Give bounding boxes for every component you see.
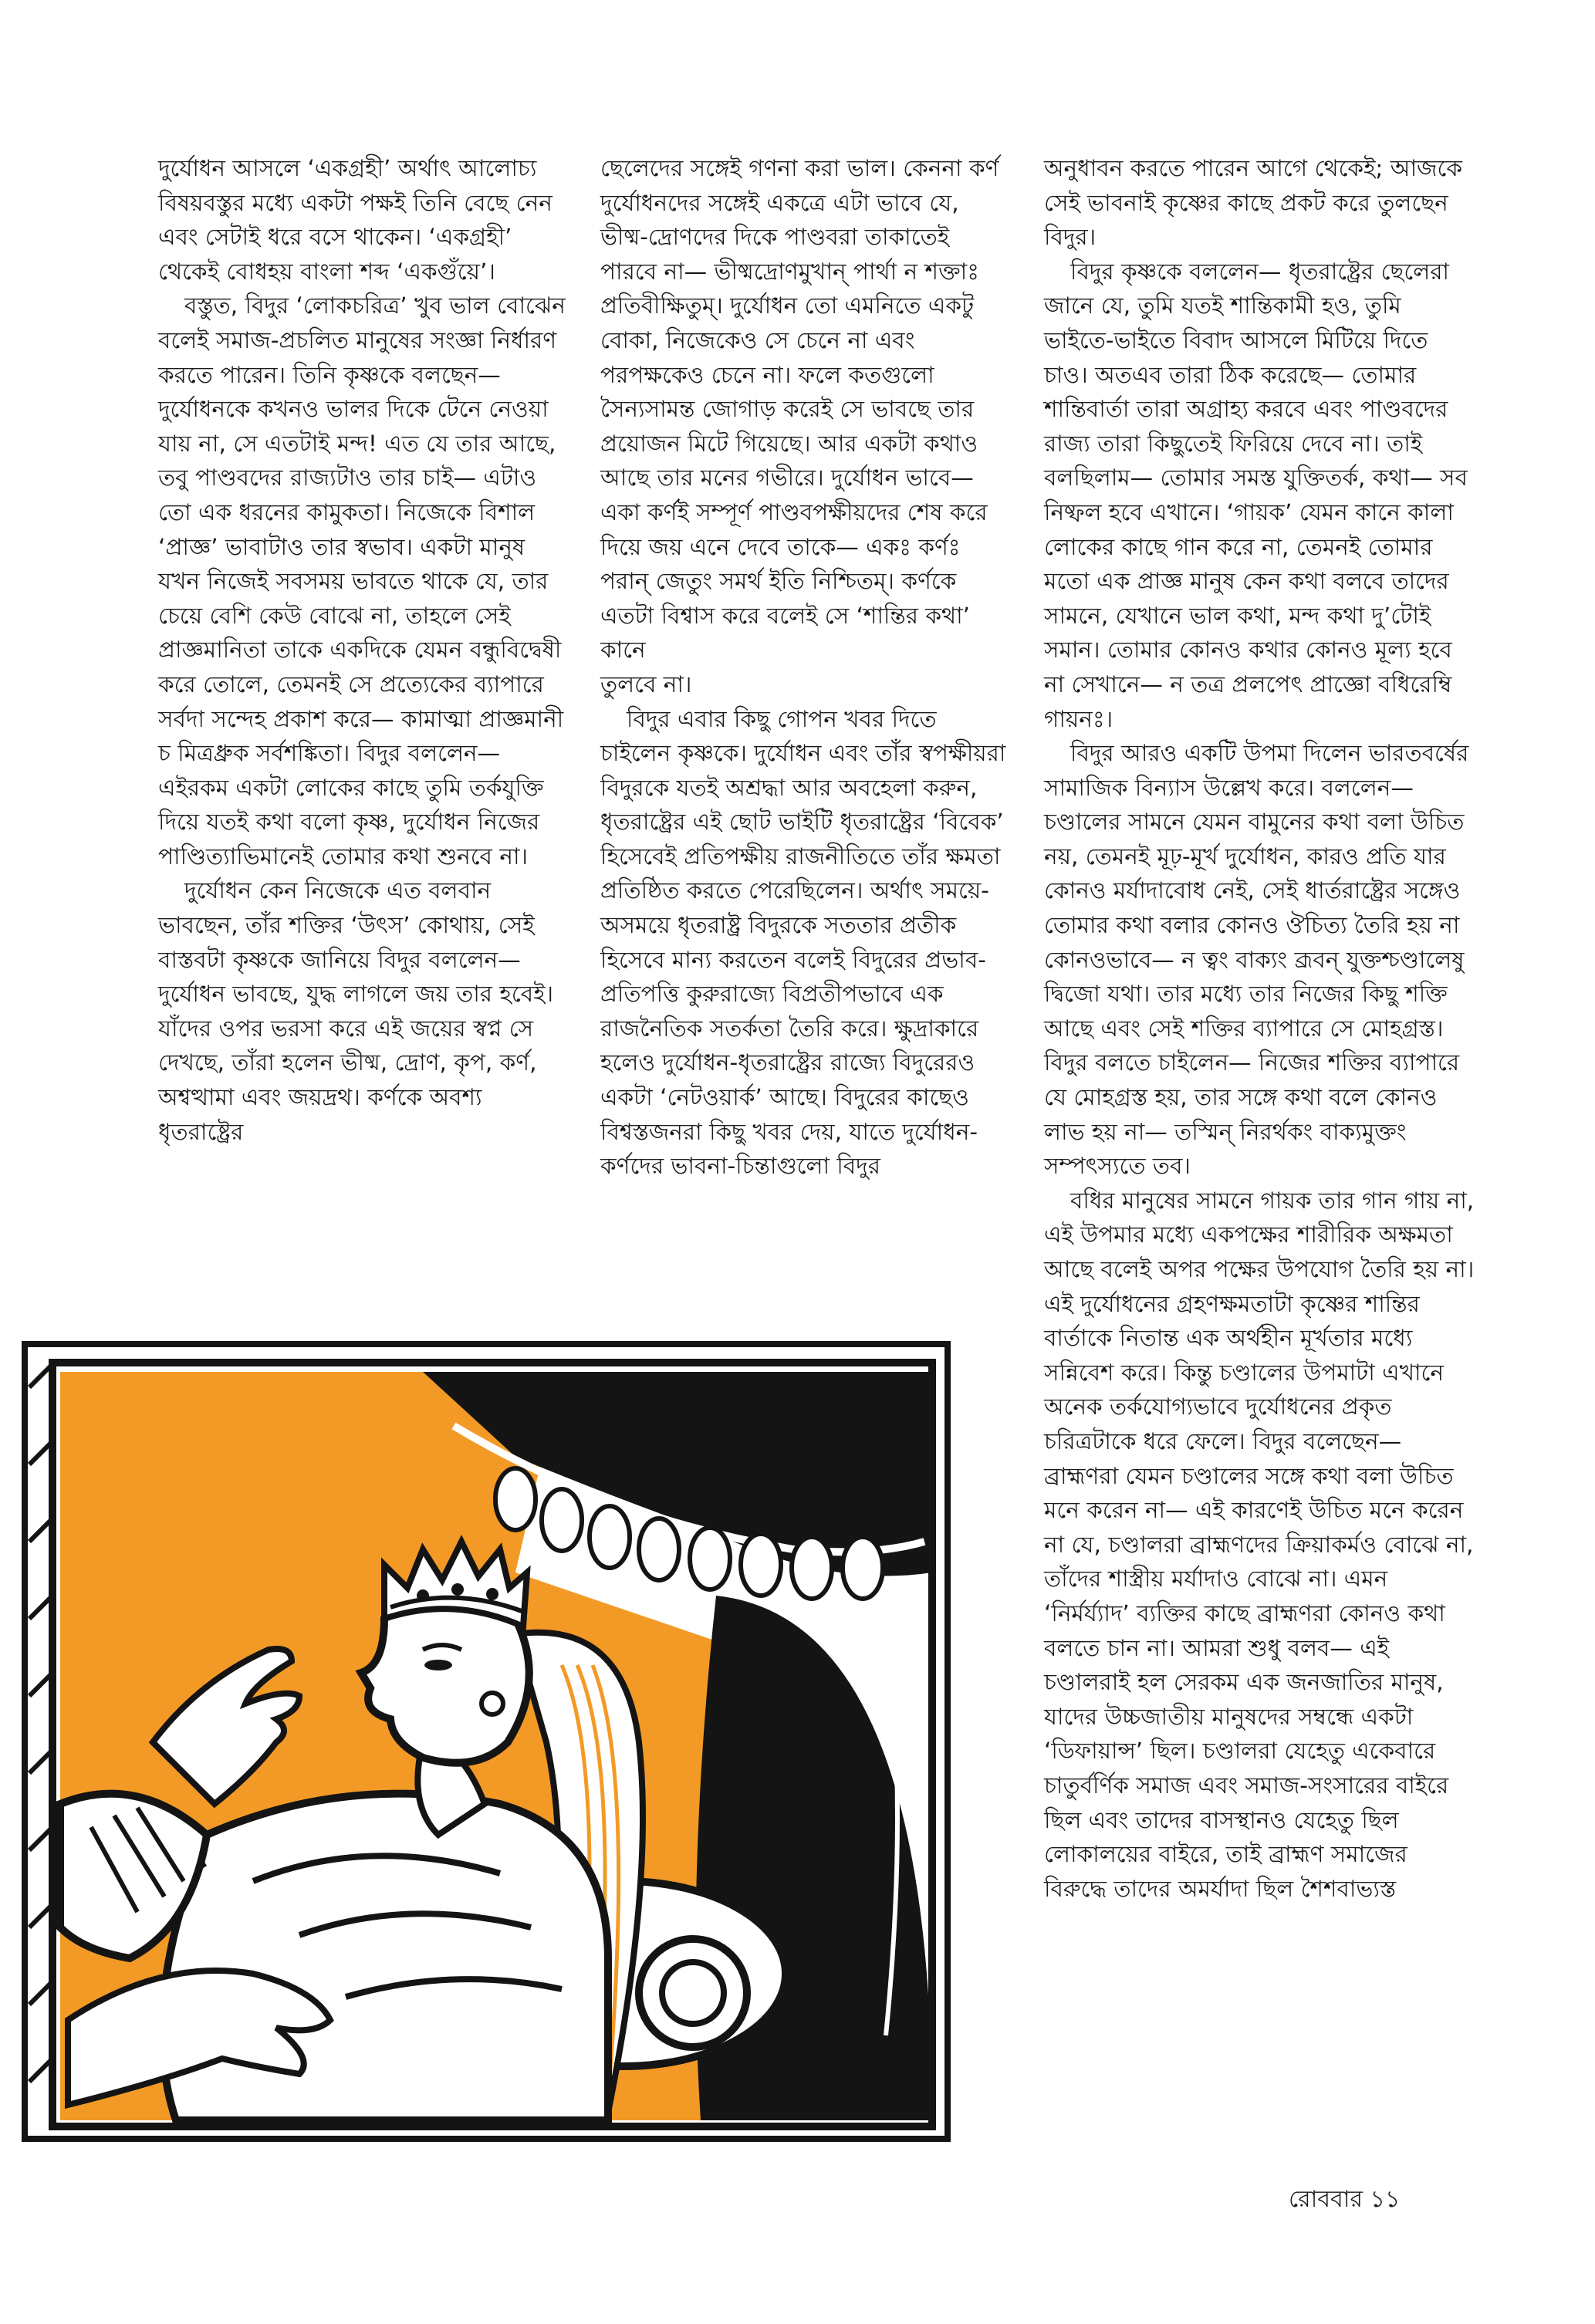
paragraph: অনুধাবন করতে পারেন আগে থেকেই; আজকে সেই ভাবনাই কৃষ্ণের কাছে প্রকট করে তুলছেন বিদুর।	[1044, 155, 1463, 251]
paragraph: বস্তুত, বিদুর ‘লোকচরিত্র’ খুব ভাল বোঝেন বলেই সমাজ-প্রচলিত মানুষের সংজ্ঞা নির্ধারণ করতে পারেন। তিনি কৃষ্ণকে বলছেন— দুর্যোধনকে কখনও ভালর দিকে টেনে নেওয়া যায় না, সে এতটাই মন্দ! এত যে তার আছে, তবু পাণ্ডবদের রাজ্যটাও তার চাই— এটাও তো এক ধরনের কামুকতা। নিজেকে বিশাল ‘প্রাজ্ঞ’ ভাবাটাও তার স্বভাব। একটা মানুষ যখন নিজেই সবসময় ভাবতে থাকে যে, তার চেয়ে বেশি কেউ বোঝে না, তাহলে সেই প্রাজ্ঞমানিতা তাকে একদিকে যেমন বন্ধুবিদ্বেষী করে তোলে, তেমনই সে প্রত্যেকের ব্যাপারে সর্বদা সন্দেহ প্রকাশ করে— কামাত্মা প্রাজ্ঞমানী চ মিত্রধ্রুক সর্বশঙ্কিতা। বিদুর বললেন— এইরকম একটা লোকের কাছে তুমি তর্কযুক্তি দিয়ে যতই কথা বলো কৃষ্ণ, দুর্যোধন নিজের পাণ্ডিত্যাভিমানেই তোমার কথা শুনবে না।	[158, 292, 566, 870]
paragraph: বধির মানুষের সামনে গায়ক তার গান গায় না, এই উপমার মধ্যে একপক্ষের শারীরিক অক্ষমতা আছে বলেই অপর পক্ষের উপযোগ তৈরি হয় না। এই দুর্যোধনের গ্রহণক্ষমতাটা কৃষ্ণের শান্তির বার্তাকে নিতান্ত এক অর্থহীন মূর্খতার মধ্যে সন্নিবেশ করে। কিন্তু চণ্ডালের উপমাটা এখানে অনেক তর্কযোগ্যভাবে দুর্যোধনের প্রকৃত চরিত্রটাকে ধরে ফেলে। বিদুর বলেছেন— ব্রাহ্মণরা যেমন চণ্ডালের সঙ্গে কথা বলা উচিত মনে করেন না— এই কারণেই উচিত মনে করেন না যে, চণ্ডালরা ব্রাহ্মণদের ক্রিয়াকর্মও বোঝে না, তাঁদের শাস্ত্রীয় মর্যাদাও বোঝে না। এমন ‘নির্মর্য্যাদ’ ব্যক্তির কাছে ব্রাহ্মণরা কোনও কথা বলতে চান না। আমরা শুধু বলব— এই চণ্ডালরাই হল সেরকম এক জনজাতির মানুষ, যাদের উচ্চজাতীয় মানুষদের সম্বন্ধে একটা ‘ডিফায়ান্স’ ছিল। চণ্ডালরা যেহেতু একেবারে চাতুর্বর্ণিক সমাজ এবং সমাজ-সংসারের বাইরে ছিল এবং তাদের বাসস্থানও যেহেতু ছিল লোকালয়ের বাইরে, তাই ব্রাহ্মণ সমাজের বিরুদ্ধে তাদের অমর্যাদা ছিল শৈশবাভ্যস্ত	[1044, 1187, 1475, 1902]
paragraph: বিদুর কৃষ্ণকে বললেন— ধৃতরাষ্ট্রের ছেলেরা জানে যে, তুমি যতই শান্তিকামী হও, তুমি ভাইতে-ভাইতে বিবাদ আসলে মিটিয়ে দিতে চাও। অতএব তারা ঠিক করেছে— তোমার শান্তিবার্তা তারা অগ্রাহ্য করবে এবং পাণ্ডবদের রাজ্য তারা কিছুতেই ফিরিয়ে দেবে না। তাই বলছিলাম— তোমার সমস্ত যুক্তিতর্ক, কথা— সব নিষ্ফল হবে এখানে। ‘গায়ক’ যেমন কানে কালা লোকের কাছে গান করে না, তেমনই তোমার মতো এক প্রাজ্ঞ মানুষ কেন কথা বলবে তাদের সামনে, যেখানে ভাল কথা, মন্দ কথা দু’টোই সমান। তোমার কোনও কথার কোনও মূল্য হবে না সেখানে— ন তত্র প্রলপেৎ প্রাজ্ঞো বধিরেম্বি গায়নঃ।	[1044, 258, 1468, 732]
paragraph: বিদুর আরও একটি উপমা দিলেন ভারতবর্ষের সামাজিক বিন্যাস উল্লেখ করে। বললেন— চণ্ডালের সামনে যেমন বামুনের কথা বলা উচিত নয়, তেমনই মূঢ়-মূর্খ দুর্যোধন, কারও প্রতি যার কোনও মর্যাদাবোধ নেই, সেই ধার্তরাষ্ট্রের সঙ্গেও তোমার কথা বলার কোনও ঔচিত্য তৈরি হয় না কোনওভাবে— ন ত্বং বাক্যং ব্রূবন্ যুক্তশ্চণ্ডালেষু দ্বিজো যথা। তার মধ্যে তার নিজের কিছু শক্তি আছে এবং সেই শক্তির ব্যাপারে সে মোহগ্রস্ত। বিদুর বলতে চাইলেন— নিজের শক্তির ব্যাপারে যে মোহগ্রস্ত হয়, তার সঙ্গে কথা বলে কোনও লাভ হয় না— তস্মিন্ নিরর্থকং বাক্যমুক্তং সম্পৎস্যতে তব।	[1044, 740, 1469, 1180]
page-footer: রোববার ১১	[1289, 2186, 1401, 2213]
paragraph: দুর্যোধন আসলে ‘একগ্রহী’ অর্থাৎ আলোচ্য বিষয়বস্তুর মধ্যে একটা পক্ষই তিনি বেছে নেন এবং সেটাই ধরে বসে থাকেন। ‘একগ্রহী’ থেকেই বোধহয় বাংলা শব্দ ‘একগুঁয়ে’।	[158, 155, 553, 285]
paragraph: তুলবে না।	[600, 671, 692, 698]
article-column-1	[158, 151, 567, 1149]
paragraph: ছেলেদের সঙ্গেই গণনা করা ভাল। কেননা কর্ণ দুর্যোধনদের সঙ্গেই একত্রে এটা ভাবে যে, ভীষ্ম-দ্রোণদের দিকে পাণ্ডবরা তাকাতেই পারবে না— ভীষ্মদ্রোণমুখান্ পার্থা ন শক্তাঃ প্রতিবীক্ষিতুম্। দুর্যোধন তো এমনিতে একটু বোকা, নিজেকেও সে চেনে না এবং পরপক্ষকেও চেনে না। ফলে কতগুলো সৈন্যসামন্ত জোগাড় করেই সে ভাবছে তার প্রয়োজন মিটে গিয়েছে। আর একটা কথাও আছে তার মনের গভীরে। দুর্যোধন ভাবে— একা কর্ণই সম্পূর্ণ পাণ্ডবপক্ষীয়দের শেষ করে দিয়ে জয় এনে দেবে তাকে— একঃ কর্ণঃ পরান্ জেতুং সমর্থ ইতি নিশ্চিতম্। কর্ণকে এতটা বিশ্বাস করে বলেই সে ‘শান্তির কথা’ কানে	[600, 155, 999, 664]
paragraph: বিদুর এবার কিছু গোপন খবর দিতে চাইলেন কৃষ্ণকে। দুর্যোধন এবং তাঁর স্বপক্ষীয়রা বিদুরকে যতই অশ্রদ্ধা আর অবহেলা করুন, ধৃতরাষ্ট্রের এই ছোট ভাইটি ধৃতরাষ্ট্রের ‘বিবেক’ হিসেবেই প্রতিপক্ষীয় রাজনীতিতে তাঁর ক্ষমতা প্রতিষ্ঠিত করতে পেরেছিলেন। অর্থাৎ সময়ে-অসময়ে ধৃতরাষ্ট্র বিদুরকে সততার প্রতীক হিসেবে মান্য করতেন বলেই বিদুরের প্রভাব-প্রতিপত্তি কুরুরাজ্যে বিপ্রতীপভাবে এক রাজনৈতিক সতর্কতা তৈরি করে। ক্ষুদ্রাকারে হলেও দুর্যোধন-ধৃতরাষ্ট্রের রাজ্যে বিদুরেরও একটা ‘নেটওয়ার্ক’ আছে। বিদুরের কাছেও বিশ্বস্তজনরা কিছু খবর দেয়, যাতে দুর্যোধন-কর্ণদের ভাবনা-চিন্তাগুলো বিদুর	[600, 705, 1006, 1180]
paragraph: দুর্যোধন কেন নিজেকে এত বলবান ভাবছেন, তাঁর শক্তির ‘উৎস’ কোথায়, সেই বাস্তবটা কৃষ্ণকে জানিয়ে বিদুর বললেন— দুর্যোধন ভাবছে, যুদ্ধ লাগলে জয় তার হবেই। যাঁদের ওপর ভরসা করে এই জয়ের স্বপ্ন সে দেখছে, তাঁরা হলেন ভীষ্ম, দ্রোণ, কৃপ, কর্ণ, অশ্বত্থামা এবং জয়দ্রথ। কর্ণকে অবশ্য ধৃতরাষ্ট্রের	[158, 877, 554, 1145]
illustration-king-seated	[22, 1341, 965, 2143]
article-column-3	[1044, 151, 1476, 1906]
article-column-2	[600, 151, 1009, 1184]
robe	[162, 1794, 608, 2120]
